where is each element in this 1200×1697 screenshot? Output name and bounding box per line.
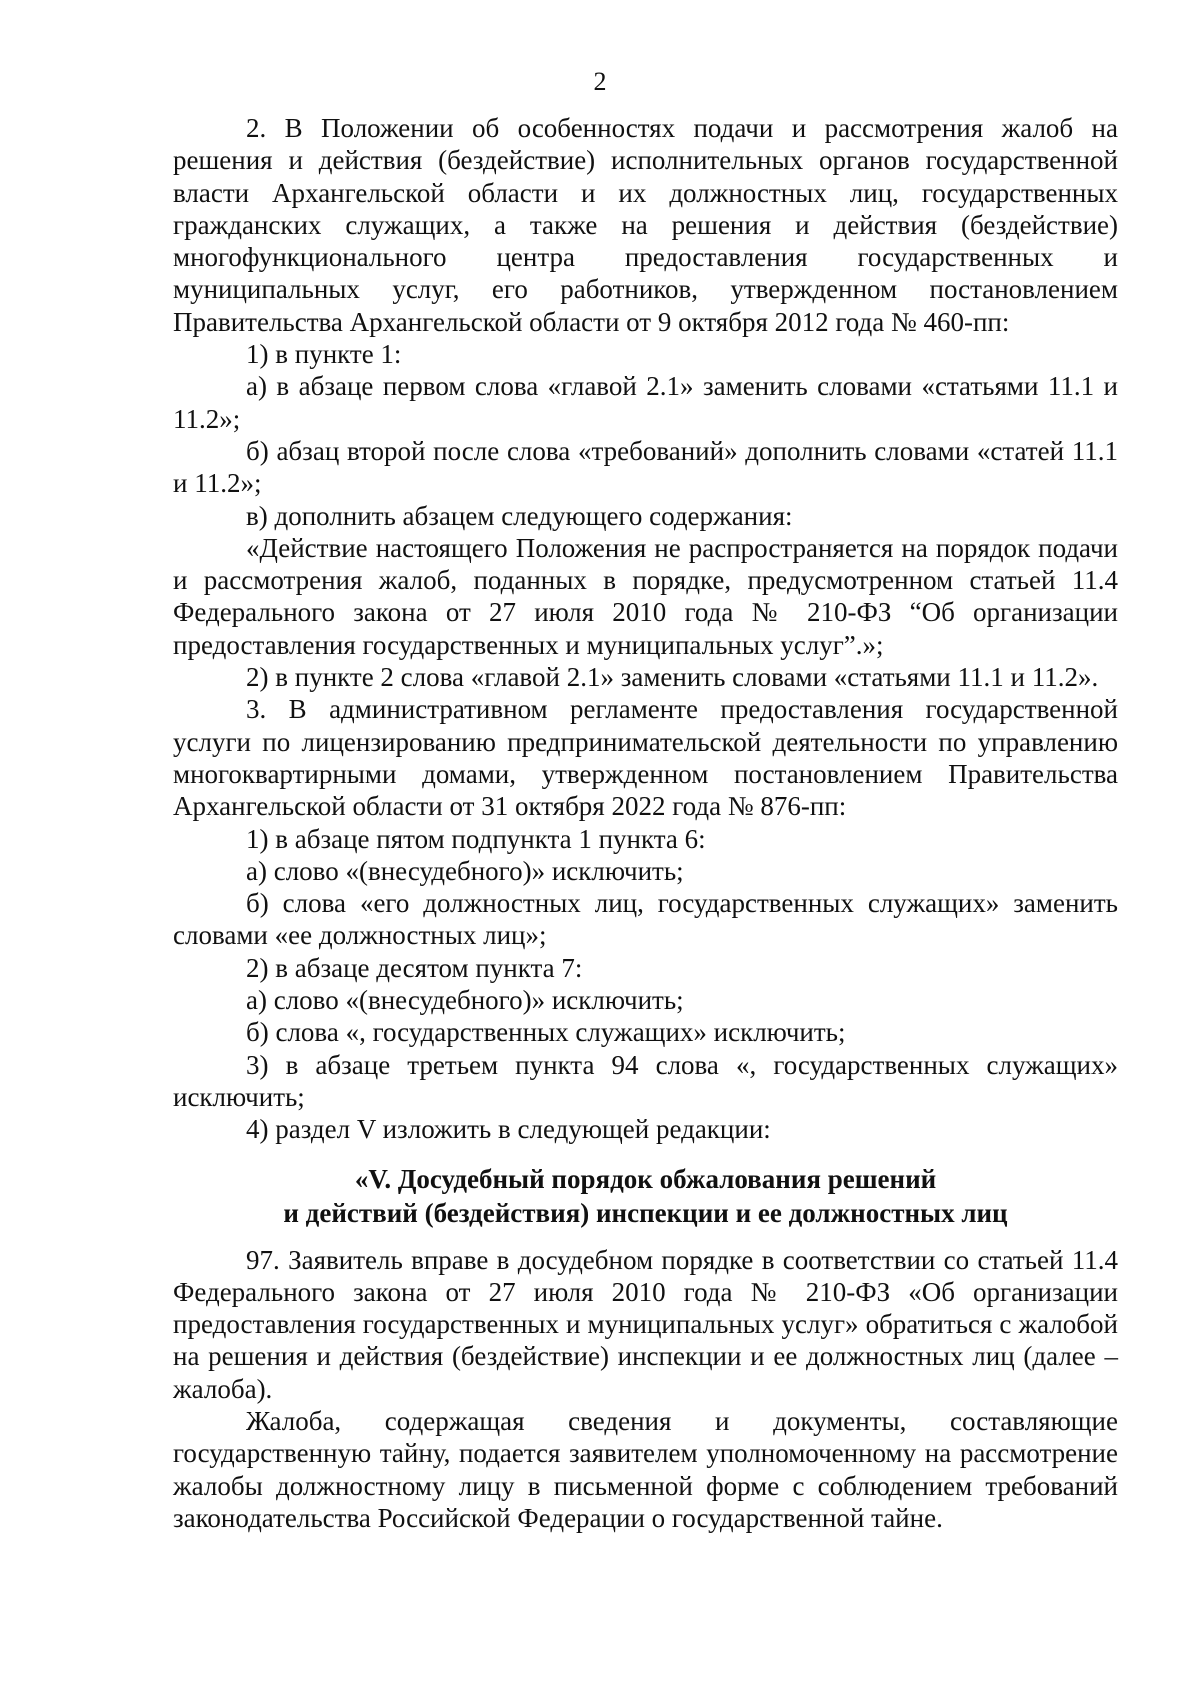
- section-heading-line-2: и действий (бездействия) инспекции и ее должностных лиц: [283, 1197, 1008, 1228]
- paragraph-subitem-3: 3) в абзаце третьем пункта 94 слова «, государственных служащих» исключить;: [173, 1049, 1118, 1112]
- paragraph-subitem-a: а) слово «(внесудебного)» исключить;: [246, 985, 684, 1016]
- paragraph-subitem-a: а) слово «(внесудебного)» исключить;: [246, 855, 684, 886]
- paragraph-subitem-2: 2) в пункте 2 слова «главой 2.1» заменить словами «статьями 11.1 и 11.2».: [246, 662, 1099, 693]
- paragraph-item-2: 2. В Положении об особенностях подачи и рассмотрения жалоб на решения и действия (бездействие) исполнительных органов государственной власти Архангельской области и их должностных лиц, государственных гражданских служащих, а также на решения и действия (бездействие) многофункционального центра предоставления государственных и муниципальных услуг, его работников, утвержденном постановлением Правительства Архангельской области от 9 октября 2012 года № 460-пп:: [173, 113, 1118, 337]
- paragraph-state-secret: Жалоба, содержащая сведения и документы, составляющие государственную тайну, подается заявителем уполномоченному на рассмотрение жалобы должностному лицу в письменной форме с соблюдением требований законодательства Российской Федерации о государственной тайне.: [173, 1405, 1118, 1533]
- paragraph-subitem-1: 1) в абзаце пятом подпункта 1 пункта 6:: [246, 823, 706, 854]
- paragraph-subitem-b: б) абзац второй после слова «требований» дополнить словами «статей 11.1 и 11.2»;: [173, 435, 1118, 499]
- document-body: [173, 112, 1118, 1534]
- paragraph-subitem-b: б) слова «его должностных лиц, государственных служащих» заменить словами «ее должностных лиц»;: [173, 888, 1118, 951]
- paragraph-quoted-addition: «Действие настоящего Положения не распространяется на порядок подачи и рассмотрения жалоб, поданных в порядке, предусмотренном статьей 11.4 Федерального закона от 27 июля 2010 года № 210-ФЗ “Об организации предоставления государственных и муниципальных услуг”.»;: [173, 532, 1118, 660]
- paragraph-subitem-a: а) в абзаце первом слова «главой 2.1» заменить словами «статьями 11.1 и 11.2»;: [173, 371, 1118, 434]
- paragraph-subitem-4: 4) раздел V изложить в следующей редакции:: [246, 1114, 771, 1145]
- paragraph-subitem-b: б) слова «, государственных служащих» исключить;: [246, 1017, 846, 1048]
- paragraph-subitem-v: в) дополнить абзацем следующего содержания:: [246, 500, 793, 531]
- page-number: 2: [593, 67, 607, 96]
- section-heading: [173, 1162, 1118, 1230]
- paragraph-item-3: 3. В административном регламенте предоставления государственной услуги по лицензированию предпринимательской деятельности по управлению многоквартирными домами, утвержденном постановлением Правительства Архангельской области от 31 октября 2022 года № 876-пп:: [173, 694, 1118, 822]
- paragraph-item-97: 97. Заявитель вправе в досудебном порядке в соответствии со статьей 11.4 Федерального закона от 27 июля 2010 года № 210-ФЗ «Об организации предоставления государственных и муниципальных услуг» обратиться с жалобой на решения и действия (бездействие) инспекции и ее должностных лиц (далее – жалоба).: [173, 1244, 1118, 1404]
- paragraph-subitem-1: 1) в пункте 1:: [246, 339, 402, 370]
- section-heading-line-1: «V. Досудебный порядок обжалования решений: [354, 1163, 937, 1194]
- paragraph-subitem-2: 2) в абзаце десятом пункта 7:: [246, 952, 583, 983]
